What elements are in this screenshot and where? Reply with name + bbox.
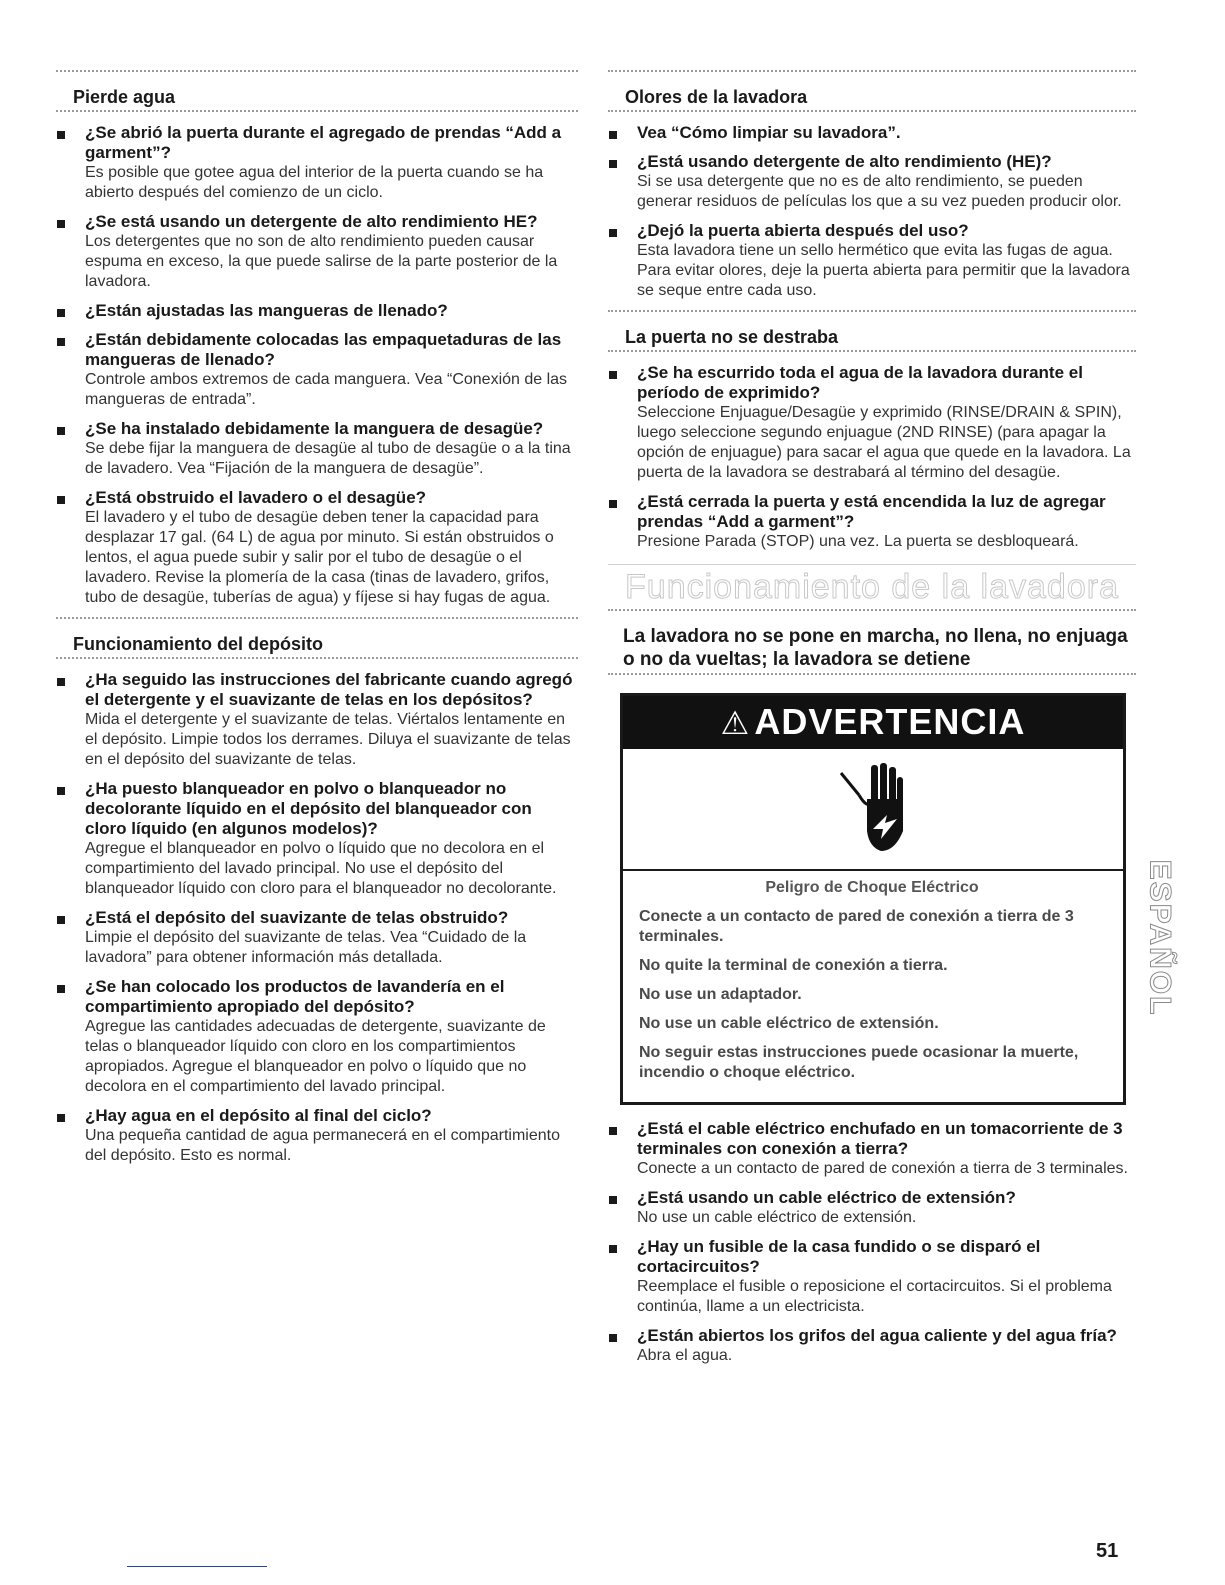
answer: Agregue las cantidades adecuadas de detergente, suavizante de telas o blanqueador líquido con cloro en los compartimientos apropiados. Agregue el blanqueador en polvo o líquido que no decolora en el compartimiento del lavado principal. — [85, 1018, 546, 1095]
right-column — [608, 70, 1136, 1375]
section-heading: Funcionamiento del depósito — [56, 617, 578, 659]
question: ¿Se ha escurrido toda el agua de la lavadora durante el período de exprimido? — [637, 363, 1083, 402]
list-item — [608, 363, 1136, 483]
question: ¿Están debidamente colocadas las empaquetaduras de las mangueras de llenado? — [85, 330, 562, 369]
answer: Es posible que gotee agua del interior de la puerta cuando se ha abierto después del comienzo de un ciclo. — [85, 164, 544, 201]
question: ¿Está usando un cable eléctrico de extensión? — [637, 1188, 1016, 1207]
answer: Los detergentes que no son de alto rendimiento pueden causar espuma en exceso, la que puede salirse de la parte posterior de la lavadora. — [85, 233, 558, 290]
list-item — [56, 908, 578, 968]
question: ¿Se han colocado los productos de lavandería en el compartimiento apropiado del depósito? — [85, 977, 505, 1016]
question: ¿Están abiertos los grifos del agua caliente y del agua fría? — [637, 1326, 1117, 1345]
warning-line: No quite la terminal de conexión a tierra. — [639, 957, 948, 974]
question: ¿Está el depósito del suavizante de telas obstruido? — [85, 908, 509, 927]
question: ¿Hay agua en el depósito al final del ciclo? — [85, 1106, 432, 1125]
question: ¿Se abrió la puerta durante el agregado de prendas “Add a garment”? — [85, 123, 562, 162]
list-item — [608, 221, 1136, 301]
answer: Presione Parada (STOP) una vez. La puerta se desbloqueará. — [637, 533, 1079, 550]
answer: Limpie el depósito del suavizante de telas. Vea “Cuidado de la lavadora” para obtener información más detallada. — [85, 929, 527, 966]
answer: Agregue el blanqueador en polvo o líquido que no decolora en el compartimiento del lavado principal. No use el depósito del blanqueador líquido con cloro para el blanqueador no decolorante. — [85, 840, 557, 897]
list-item — [608, 123, 1136, 143]
list-item — [608, 1188, 1136, 1228]
answer: Seleccione Enjuague/Desagüe y exprimido (RINSE/DRAIN & SPIN), luego seleccione segundo enjuague (2ND RINSE) (para apagar la opción de enjuague) para sacar el agua que quede en la lavadora. La puerta de la lavadora se destrabará al término del desagüe. — [637, 404, 1131, 481]
list-item — [608, 1119, 1136, 1179]
warning-body — [623, 871, 1123, 1102]
warning-title: Peligro de Choque Eléctrico — [765, 879, 979, 896]
list-item — [56, 488, 578, 608]
list-item — [608, 1237, 1136, 1317]
language-side-tab — [1143, 818, 1175, 1058]
answer: Reemplace el fusible o reposicione el cortacircuitos. Si el problema continúa, llame a un electricista. — [637, 1278, 1112, 1315]
answer: Abra el agua. — [637, 1347, 733, 1364]
question: ¿Ha seguido las instrucciones del fabricante cuando agregó el detergente y el suavizante de telas en los depósitos? — [85, 670, 573, 709]
list-item — [56, 670, 578, 770]
warning-line: No use un adaptador. — [639, 986, 802, 1003]
list-item — [56, 419, 578, 479]
list-item — [56, 1106, 578, 1166]
list-item — [56, 330, 578, 410]
section-puerta-no-destraba — [608, 310, 1136, 552]
question: Vea “Cómo limpiar su lavadora”. — [637, 123, 901, 142]
question: ¿Están ajustadas las mangueras de llenado? — [85, 301, 448, 320]
list-item — [608, 1326, 1136, 1366]
list-item — [56, 301, 578, 321]
section-heading: Pierde agua — [56, 70, 578, 112]
list-item — [56, 977, 578, 1097]
list-item — [608, 152, 1136, 212]
left-column — [56, 70, 578, 1175]
section-olores — [608, 70, 1136, 301]
answer: Una pequeña cantidad de agua permanecerá en el compartimiento del depósito. Esto es normal. — [85, 1127, 560, 1164]
answer: No use un cable eléctrico de extensión. — [637, 1209, 917, 1226]
warning-box — [620, 693, 1126, 1105]
answer: Esta lavadora tiene un sello hermético que evita las fugas de agua. Para evitar olores, deje la puerta abierta para permitir que la lavadora se seque entre cada uso. — [637, 242, 1130, 299]
warning-line: No seguir estas instrucciones puede ocasionar la muerte, incendio o choque eléctrico. — [639, 1044, 1079, 1081]
section-funcionamiento-deposito — [56, 617, 578, 1166]
warning-line: No use un cable eléctrico de extensión. — [639, 1015, 939, 1032]
answer: Conecte a un contacto de pared de conexión a tierra de 3 terminales. — [637, 1160, 1128, 1177]
side-tab-label: ESPAÑOL — [1143, 859, 1177, 1017]
question: ¿Está usando detergente de alto rendimiento (HE)? — [637, 152, 1052, 171]
question: ¿Está obstruido el lavadero o el desagüe? — [85, 488, 427, 507]
problem-heading: La lavadora no se pone en marcha, no llena, no enjuaga o no da vueltas; la lavadora se detiene — [608, 609, 1136, 675]
section-heading: Olores de la lavadora — [608, 70, 1136, 112]
section-pierde-agua — [56, 70, 578, 608]
answer: El lavadero y el tubo de desagüe deben tener la capacidad para desplazar 17 gal. (64 L) de agua por minuto. Si están obstruidos o lentos, el agua puede subir y salir por el tubo de desagüe o el lavadero. Revise la plomería de la casa (tinas de lavadero, grifos, tubo de desagüe, tuberías de agua) y fíjese si hay fugas de agua. — [85, 509, 554, 606]
power-checklist — [608, 1119, 1136, 1366]
warning-header-label: ADVERTENCIA — [754, 701, 1026, 742]
question: ¿Se está usando un detergente de alto rendimiento HE? — [85, 212, 538, 231]
page-number: 51 — [1096, 1540, 1119, 1562]
warning-header — [623, 696, 1123, 749]
bottom-rule — [127, 1566, 267, 1567]
answer: Controle ambos extremos de cada manguera. Vea “Conexión de las mangueras de entrada”. — [85, 371, 568, 408]
question: ¿Ha puesto blanqueador en polvo o blanqueador no decolorante líquido en el depósito del blanqueador con cloro líquido (en algunos modelos)? — [85, 779, 532, 838]
answer: Se debe fijar la manguera de desagüe al tubo de desagüe o a la tina de lavadero. Vea “Fijación de la manguera de desagüe”. — [85, 440, 571, 477]
question: ¿Hay un fusible de la casa fundido o se disparó el cortacircuitos? — [637, 1237, 1041, 1276]
list-item — [56, 212, 578, 292]
question: ¿Dejó la puerta abierta después del uso? — [637, 221, 969, 240]
list-item — [56, 779, 578, 899]
list-item — [608, 492, 1136, 552]
answer: Si se usa detergente que no es de alto rendimiento, se pueden generar residuos de películas los que a su vez pueden producir olor. — [637, 173, 1122, 210]
warning-line: Conecte a un contacto de pared de conexión a tierra de 3 terminales. — [639, 908, 1074, 945]
question: ¿Está el cable eléctrico enchufado en un tomacorriente de 3 terminales con conexión a tierra? — [637, 1119, 1123, 1158]
electric-shock-icon — [623, 749, 1123, 871]
section-heading: La puerta no se destraba — [608, 310, 1136, 352]
question: ¿Está cerrada la puerta y está encendida la luz de agregar prendas “Add a garment”? — [637, 492, 1106, 531]
list-item — [56, 123, 578, 203]
warning-triangle-icon: ⚠ — [720, 705, 751, 741]
answer: Mida el detergente y el suavizante de telas. Viértalos lentamente en el depósito. Limpie todos los derrames. Diluya el suavizante de telas en el depósito del suavizante de telas. — [85, 711, 571, 768]
question: ¿Se ha instalado debidamente la manguera de desagüe? — [85, 419, 544, 438]
feature-title: Funcionamiento de la lavadora — [608, 564, 1136, 609]
